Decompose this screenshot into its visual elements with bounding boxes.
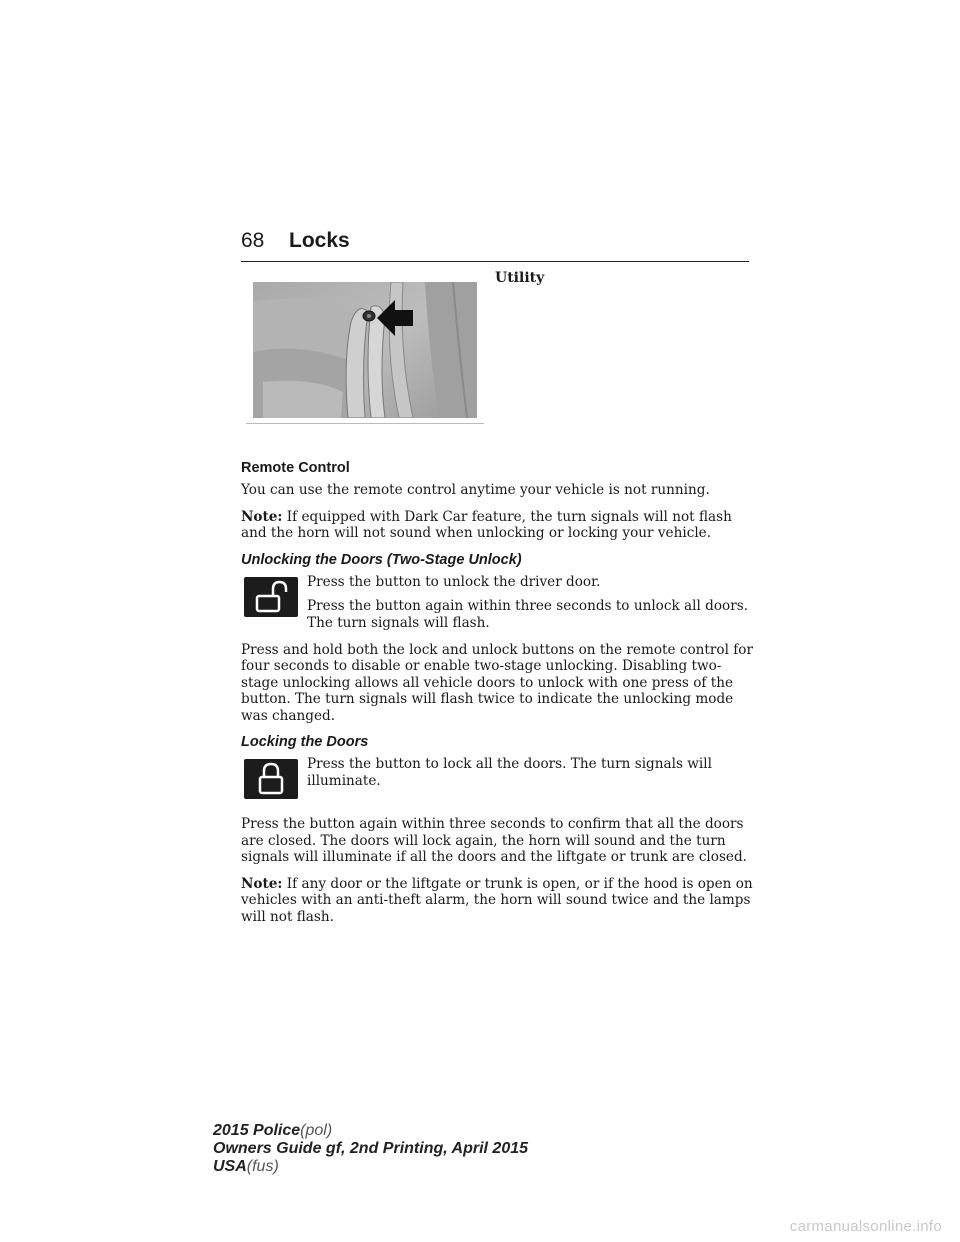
figure-divider: [246, 423, 484, 424]
locking-note: [241, 876, 753, 926]
page-header: [241, 229, 749, 262]
note-text: If any door or the liftgate or trunk is open, or if the hood is open on vehicles with an anti-theft alarm, the horn will sound twice and the lamps will not flash.: [241, 875, 753, 925]
unlock-icon: [244, 577, 298, 617]
remote-control-note: [241, 509, 753, 542]
note-text: If equipped with Dark Car feature, the turn signals will not flash and the horn will not sound when unlocking or locking your vehicle.: [241, 508, 732, 541]
footer-model: 2015 Police: [213, 1122, 301, 1139]
locking-body: Press the button again within three seconds to confirm that all the doors are closed. The doors will lock again, the horn will sound and the turn signals will illuminate if all the doors and the liftgate or trunk are closed.: [241, 816, 748, 865]
footer-market: USA: [213, 1158, 247, 1175]
footer-market-code: (fus): [246, 1158, 279, 1175]
unlock-instructions: [241, 574, 753, 634]
unlock-step-2: Press the button again within three seconds to unlock all doors. The turn signals will flash.: [307, 598, 749, 631]
note-label: Note:: [241, 508, 283, 525]
unlock-step-1: Press the button to unlock the driver door.: [307, 573, 601, 590]
page-content: [241, 460, 753, 935]
remote-control-intro: You can use the remote control anytime your vehicle is not running.: [241, 482, 710, 498]
lock-icon: [244, 759, 298, 799]
lock-instructions: [241, 756, 753, 808]
watermark: carmanualsonline.info: [789, 1218, 942, 1235]
heading-unlocking: Unlocking the Doors (Two-Stage Unlock): [241, 551, 522, 568]
lock-step-1: Press the button to lock all the doors. The turn signals will illuminate.: [307, 756, 712, 789]
heading-locking: Locking the Doors: [241, 734, 369, 750]
door-lock-location-image: [253, 282, 477, 418]
footer-model-code: (pol): [300, 1122, 333, 1139]
section-title: Locks: [289, 229, 350, 252]
heading-remote-control: Remote Control: [241, 460, 350, 476]
footer-guide: Owners Guide gf, 2nd Printing, April 2015: [213, 1140, 529, 1157]
figure-caption: Utility: [495, 270, 545, 286]
unlocking-body: Press and hold both the lock and unlock buttons on the remote control for four seconds to disable or enable two-stage unlocking. Disabling two-stage unlocking allows all vehicle doors to unlock with one press of the button. The turn signals will flash twice to indicate the unlocking mode was changed.: [241, 641, 753, 724]
page-number: 68: [241, 229, 265, 252]
note-label: Note:: [241, 875, 283, 892]
page-footer: [213, 1122, 528, 1176]
